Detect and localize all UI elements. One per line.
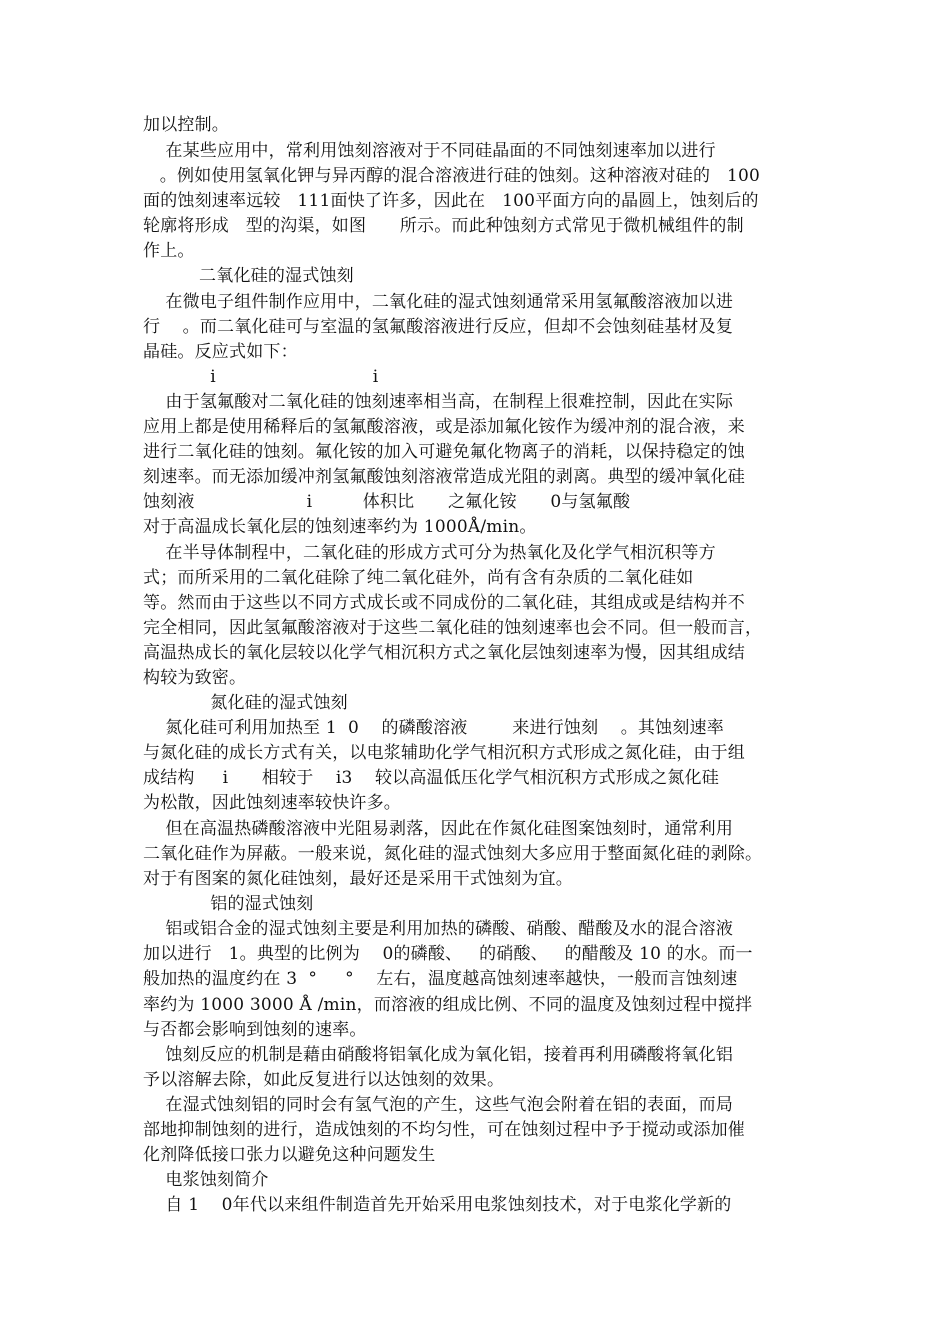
text-line: 等。然而由于这些以不同方式成长或不同成份的二氧化硅，其组成或是结构并不 — [143, 593, 745, 613]
section-heading: 氮化硅的湿式蚀刻 — [143, 693, 348, 713]
text-line: 晶硅。反应式如下： — [143, 342, 298, 362]
text-line: 构较为致密。 — [143, 668, 247, 688]
text-line: 与否都会影响到蚀刻的速率。 — [143, 1020, 367, 1040]
text-line: 高温热成长的氧化层较以化学气相沉积方式之氧化层蚀刻速率为慢，因其组成结 — [143, 643, 745, 663]
text-line: 予以溶解去除，如此反复进行以达蚀刻的效果。 — [143, 1070, 505, 1090]
section-heading: 电浆蚀刻简介 — [143, 1170, 269, 1190]
formula-line: i i — [143, 367, 379, 387]
text-line: 氮化硅可利用加热至 1 0 的磷酸溶液 来进行蚀刻 。其蚀刻速率 — [143, 718, 724, 738]
section-heading: 铝的湿式蚀刻 — [143, 894, 314, 914]
text-line: 成结构 i 相较于 i3 较以高温低压化学气相沉积方式形成之氮化硅 — [143, 768, 719, 788]
text-line: 铝或铝合金的湿式蚀刻主要是利用加热的磷酸、硝酸、醋酸及水的混合溶液 — [143, 919, 734, 939]
text-line: 面的蚀刻速率远较 111面快了许多，因此在 100平面方向的晶圆上，蚀刻后的 — [143, 191, 759, 211]
text-line: 部地抑制蚀刻的进行，造成蚀刻的不均匀性，可在蚀刻过程中予于搅动或添加催 — [143, 1120, 745, 1140]
text-line: 完全相同，因此氢氟酸溶液对于这些二氧化硅的蚀刻速率也会不同。但一般而言， — [143, 618, 763, 638]
text-line: 二氧化硅作为屏蔽。一般来说，氮化硅的湿式蚀刻大多应用于整面氮化硅的剥除。 — [143, 844, 763, 864]
text-line: 但在高温热磷酸溶液中光阻易剥落，因此在作氮化硅图案蚀刻时，通常利用 — [143, 819, 734, 839]
text-line: 率约为 1000 3000 Å /min，而溶液的组成比例、不同的温度及蚀刻过程中搅拌 — [143, 995, 753, 1015]
text-line: 刻速率。而无添加缓冲剂氢氟酸蚀刻溶液常造成光阻的剥离。典型的缓冲氧化硅 — [143, 467, 745, 487]
text-line: 在湿式蚀刻铝的同时会有氢气泡的产生，这些气泡会附着在铝的表面，而局 — [143, 1095, 734, 1115]
text-line: 式；而所采用的二氧化硅除了纯二氧化硅外，尚有含有杂质的二氧化硅如 — [143, 568, 694, 588]
text-line: 蚀刻反应的机制是藉由硝酸将铝氧化成为氧化铝，接着再利用磷酸将氧化铝 — [143, 1045, 734, 1065]
text-line: 与氮化硅的成长方式有关，以电浆辅助化学气相沉积方式形成之氮化硅，由于组 — [143, 743, 745, 763]
text-line: 由于氢氟酸对二氧化硅的蚀刻速率相当高，在制程上很难控制，因此在实际 — [143, 392, 734, 412]
text-line: 对于高温成长氧化层的蚀刻速率约为 1000Å/min。 — [143, 517, 537, 537]
text-line: 加以进行 1。典型的比例为 0的磷酸、 的硝酸、 的醋酸及 10 的水。而一 — [143, 944, 753, 964]
text-line: 般加热的温度约在 3 ° ° 左右，温度越高蚀刻速率越快，一般而言蚀刻速 — [143, 969, 738, 989]
text-line: 在某些应用中，常利用蚀刻溶液对于不同硅晶面的不同蚀刻速率加以进行 — [143, 141, 716, 161]
text-line: 应用上都是使用稀释后的氢氟酸溶液，或是添加氟化铵作为缓冲剂的混合液，来 — [143, 417, 745, 437]
text-line: 在半导体制程中，二氧化硅的形成方式可分为热氧化及化学气相沉积等方 — [143, 543, 716, 563]
text-line: 化剂降低接口张力以避免这种问题发生 — [143, 1145, 436, 1165]
text-line: 加以控制。 — [143, 115, 229, 135]
text-line: 行 。而二氧化硅可与室温的氢氟酸溶液进行反应，但却不会蚀刻硅基材及复 — [143, 317, 734, 337]
text-line: 蚀刻液 i 体积比 之氟化铵 0与氢氟酸 — [143, 492, 631, 512]
text-line: 进行二氧化硅的蚀刻。氟化铵的加入可避免氟化物离子的消耗，以保持稳定的蚀 — [143, 442, 745, 462]
text-line: 自 1 0年代以来组件制造首先开始采用电浆蚀刻技术，对于电浆化学新的 — [143, 1195, 732, 1215]
text-line: 为松散，因此蚀刻速率较快许多。 — [143, 793, 401, 813]
section-heading: 二氧化硅的湿式蚀刻 — [143, 266, 354, 286]
text-line: 。例如使用氢氧化钾与异丙醇的混合溶液进行硅的蚀刻。这种溶液对硅的 100 — [143, 166, 761, 186]
text-line: 作上。 — [143, 241, 195, 261]
text-line: 在微电子组件制作应用中，二氧化硅的湿式蚀刻通常采用氢氟酸溶液加以进 — [143, 292, 734, 312]
text-line: 轮廓将形成 型的沟渠，如图 所示。而此种蚀刻方式常见于微机械组件的制 — [143, 216, 744, 236]
text-line: 对于有图案的氮化硅蚀刻，最好还是采用干式蚀刻为宜。 — [143, 869, 573, 889]
